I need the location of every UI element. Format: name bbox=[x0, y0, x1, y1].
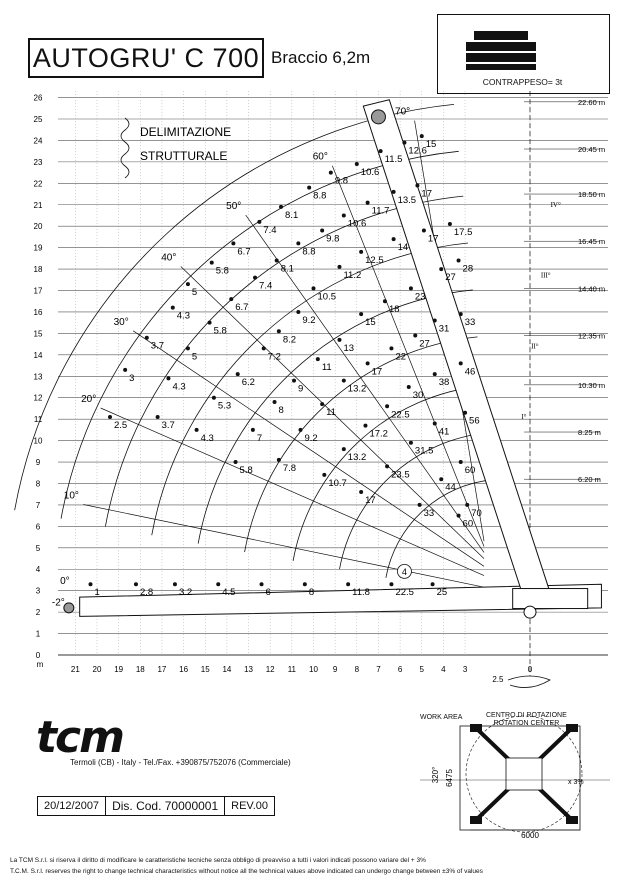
load-value: 5 bbox=[191, 287, 198, 299]
load-point bbox=[459, 460, 463, 464]
load-point bbox=[359, 250, 363, 254]
load-value: 17 bbox=[427, 233, 439, 245]
load-point bbox=[448, 222, 452, 226]
load-point bbox=[279, 205, 283, 209]
boom-section-mark: III° bbox=[540, 271, 551, 280]
load-value: 27 bbox=[419, 338, 430, 350]
boom-section-mark: II° bbox=[531, 342, 539, 351]
load-value: 30 bbox=[412, 390, 424, 401]
y-tick-label: 5 bbox=[35, 543, 41, 553]
load-value: 11.2 bbox=[343, 269, 362, 281]
load-value: 7.4 bbox=[263, 224, 277, 236]
load-value: 6.2 bbox=[241, 377, 255, 389]
load-point bbox=[166, 376, 170, 380]
load-value: 11.7 bbox=[371, 205, 390, 217]
y-tick-label: 10 bbox=[33, 436, 43, 446]
x-tick-label: 13 bbox=[244, 665, 254, 674]
load-point bbox=[457, 259, 461, 263]
load-point bbox=[229, 297, 233, 301]
annotation-line: DELIMITAZIONE bbox=[140, 125, 232, 139]
x-tick-label: 0 bbox=[527, 665, 533, 674]
load-value: 13.5 bbox=[397, 194, 417, 206]
load-value: 4.3 bbox=[176, 310, 190, 322]
boom-length-labels bbox=[578, 98, 605, 484]
load-point bbox=[329, 171, 333, 175]
x-tick-label: 4 bbox=[441, 665, 446, 674]
load-point bbox=[108, 415, 112, 419]
boom-vertical bbox=[360, 100, 549, 591]
load-point bbox=[407, 385, 411, 389]
angle-label: -2° bbox=[51, 597, 65, 609]
load-value: 5.8 bbox=[215, 265, 229, 277]
angle-ray bbox=[101, 408, 484, 576]
load-value: 8.1 bbox=[285, 209, 299, 221]
disclaimer-italian: La TCM S.r.l. si riserva il diritto di modificare le caratteristiche tecniche senza obbligo di preavviso a tutti i valori indicati possono variare del + 3% bbox=[10, 857, 426, 864]
load-value: 7.8 bbox=[282, 462, 297, 474]
x-tick-label: 8 bbox=[354, 665, 360, 674]
load-value: 3.7 bbox=[150, 340, 165, 352]
load-value: 28 bbox=[462, 263, 474, 275]
load-point bbox=[320, 402, 324, 406]
boom-section-mark: I° bbox=[521, 413, 527, 422]
load-point bbox=[234, 460, 238, 464]
y-tick-label: 26 bbox=[33, 93, 43, 103]
load-point bbox=[210, 261, 214, 265]
boom-head-pulley bbox=[371, 110, 385, 124]
load-value: 9.2 bbox=[304, 432, 318, 444]
load-value: 31.5 bbox=[414, 445, 434, 457]
boom-subtitle: Braccio 6,2m bbox=[271, 48, 371, 67]
load-point bbox=[296, 310, 300, 314]
load-value: 10.6 bbox=[360, 167, 380, 179]
angle-label: 60° bbox=[312, 151, 328, 163]
load-point bbox=[463, 411, 467, 415]
load-value: 4.3 bbox=[200, 432, 214, 444]
boom-length-label: 12.35 m bbox=[578, 331, 606, 341]
angle-label: 70° bbox=[395, 106, 411, 118]
annotation-line: STRUTTURALE bbox=[140, 149, 228, 163]
drawing-date: 20/12/2007 bbox=[38, 797, 106, 815]
y-tick-label: 17 bbox=[33, 286, 43, 296]
load-point bbox=[346, 582, 350, 586]
load-value: 5 bbox=[191, 351, 198, 363]
load-point bbox=[433, 372, 437, 376]
load-value: 3.7 bbox=[161, 420, 175, 432]
y-tick-label: 11 bbox=[33, 415, 43, 425]
boom-length-label: 6.20 m bbox=[578, 475, 601, 485]
x-tick-label: 15 bbox=[200, 665, 210, 674]
load-value: 70 bbox=[471, 507, 482, 519]
load-value: 46 bbox=[464, 366, 476, 378]
y-tick-label: 22 bbox=[33, 179, 43, 189]
load-point bbox=[212, 396, 216, 400]
load-value: 33 bbox=[423, 507, 435, 519]
load-point bbox=[307, 186, 311, 190]
load-point bbox=[337, 338, 341, 342]
load-value: 8.2 bbox=[282, 334, 297, 346]
load-value: 5.8 bbox=[213, 325, 227, 337]
load-value: 10.5 bbox=[317, 291, 336, 303]
load-value: 5.3 bbox=[217, 400, 232, 412]
load-point bbox=[439, 477, 443, 481]
boom-length-label: 16.45 m bbox=[578, 237, 606, 247]
angle-label: 50° bbox=[226, 201, 242, 213]
load-value: 13.2 bbox=[347, 383, 367, 395]
y-tick-label: 20 bbox=[33, 222, 43, 232]
load-point bbox=[439, 267, 443, 271]
load-value: 7.2 bbox=[267, 351, 281, 363]
y-tick-label: 21 bbox=[33, 200, 43, 210]
load-value: 7.4 bbox=[259, 280, 273, 292]
drawing-info-box bbox=[37, 796, 275, 816]
x-tick-label: 20 bbox=[92, 665, 102, 674]
load-value: 4.3 bbox=[172, 381, 186, 393]
x-tick-label: 19 bbox=[114, 665, 124, 674]
load-point bbox=[231, 241, 235, 245]
load-point bbox=[355, 162, 359, 166]
load-point bbox=[363, 424, 367, 428]
load-value: 6 bbox=[265, 587, 271, 599]
load-value: 27 bbox=[445, 272, 456, 284]
work-area-angle: 320° bbox=[431, 766, 440, 784]
x-tick-label: 21 bbox=[70, 665, 80, 674]
load-value: 10.6 bbox=[347, 218, 367, 230]
load-value: 15 bbox=[365, 317, 376, 329]
load-point bbox=[379, 149, 383, 153]
structural-limit-icon bbox=[121, 118, 129, 178]
load-point bbox=[465, 503, 469, 507]
load-point bbox=[383, 299, 387, 303]
load-point bbox=[420, 134, 424, 138]
angle-labels bbox=[52, 107, 410, 609]
x-extra-label: 2.5 bbox=[492, 675, 504, 684]
load-point bbox=[257, 220, 261, 224]
y-tick-label: 4 bbox=[35, 565, 41, 575]
load-point bbox=[459, 361, 463, 365]
work-area-tolerance: x 3% bbox=[568, 779, 584, 786]
load-point bbox=[312, 286, 316, 290]
x-tick-label: 10 bbox=[309, 665, 318, 674]
load-point bbox=[433, 421, 437, 425]
load-value: 11.5 bbox=[384, 154, 403, 166]
load-value: 14 bbox=[397, 242, 409, 254]
load-point bbox=[186, 346, 190, 350]
load-point bbox=[366, 361, 370, 365]
rotation-center-en: ROTATION CENTER bbox=[493, 720, 560, 727]
y-tick-label: 23 bbox=[33, 157, 43, 167]
load-value: 17.2 bbox=[369, 428, 388, 440]
load-value: 9.8 bbox=[326, 233, 340, 245]
y-tick-label: 9 bbox=[35, 458, 41, 468]
y-tick-label: 3 bbox=[35, 586, 41, 596]
boom-length-label: 18.50 m bbox=[578, 190, 606, 200]
outrigger-pad bbox=[566, 724, 578, 732]
angle-label: 0° bbox=[60, 576, 70, 588]
drawing-revision: REV.00 bbox=[231, 800, 269, 812]
load-value: 23.5 bbox=[391, 469, 410, 481]
boom-length-label: 14.40 m bbox=[578, 284, 606, 294]
crane-base bbox=[513, 589, 588, 609]
load-point bbox=[277, 329, 281, 333]
work-area-diagram bbox=[420, 716, 610, 840]
load-value: 33 bbox=[464, 317, 476, 329]
load-value: 10.7 bbox=[328, 477, 347, 489]
y-tick-label: 1 bbox=[35, 629, 41, 639]
load-value: 9.2 bbox=[302, 314, 316, 326]
load-value: 12.6 bbox=[408, 145, 427, 157]
load-point bbox=[389, 346, 393, 350]
structural-limit-annotation bbox=[121, 118, 231, 178]
load-value: 11 bbox=[321, 362, 332, 374]
load-value: 8 bbox=[278, 405, 284, 417]
load-value: 22.5 bbox=[391, 409, 410, 421]
load-point bbox=[216, 582, 220, 586]
load-value: 12.5 bbox=[365, 254, 384, 266]
load-value: 17 bbox=[371, 366, 383, 378]
load-point bbox=[457, 514, 461, 518]
load-value: 8.8 bbox=[302, 246, 316, 258]
load-point bbox=[296, 241, 300, 245]
outrigger-pad bbox=[566, 816, 578, 824]
load-point bbox=[359, 312, 363, 316]
load-value: 17.5 bbox=[453, 227, 473, 239]
x-tick-label: 12 bbox=[265, 665, 275, 674]
load-point bbox=[156, 415, 160, 419]
load-value: 1 bbox=[94, 587, 100, 599]
load-point bbox=[433, 319, 437, 323]
x-tick-label: 7 bbox=[376, 665, 381, 674]
load-point bbox=[145, 336, 149, 340]
load-value: 5.8 bbox=[239, 465, 253, 477]
x-tick-label: 5 bbox=[419, 665, 424, 674]
load-value: 6.7 bbox=[235, 302, 249, 314]
load-point bbox=[236, 372, 240, 376]
load-point bbox=[431, 582, 435, 586]
y-tick-label: 25 bbox=[33, 115, 43, 124]
load-value: 18 bbox=[388, 304, 400, 316]
load-value: 6.7 bbox=[237, 246, 251, 258]
x-axis bbox=[37, 660, 550, 688]
boom-length-label: 22.60 m bbox=[578, 97, 606, 107]
load-value: 4.5 bbox=[222, 587, 236, 599]
y-tick-label: 12 bbox=[33, 393, 43, 403]
load-point bbox=[316, 357, 320, 361]
angle-label: 10° bbox=[63, 490, 79, 502]
load-point bbox=[422, 228, 426, 232]
load-value: 38 bbox=[438, 377, 450, 389]
load-value: 11.8 bbox=[352, 587, 370, 599]
load-point bbox=[366, 201, 370, 205]
y-tick-label: 13 bbox=[33, 372, 43, 382]
load-point bbox=[299, 428, 303, 432]
load-value: 31 bbox=[438, 323, 450, 335]
work-area-height: 6475 bbox=[445, 769, 454, 787]
load-point bbox=[342, 213, 346, 217]
load-value: 23 bbox=[414, 291, 426, 303]
x-tick-label: 6 bbox=[397, 665, 403, 674]
boom-arc bbox=[245, 337, 478, 552]
load-point bbox=[123, 368, 127, 372]
load-point bbox=[418, 503, 422, 507]
load-value: 60 bbox=[464, 465, 476, 477]
y-tick-label: 24 bbox=[33, 136, 43, 146]
y-axis bbox=[34, 94, 43, 660]
y-tick-label: 7 bbox=[35, 500, 41, 510]
load-point bbox=[402, 141, 406, 145]
load-point bbox=[292, 379, 296, 383]
load-value: 17 bbox=[365, 495, 376, 507]
load-point bbox=[385, 464, 389, 468]
load-point bbox=[389, 582, 393, 586]
tcm-logo: tcm bbox=[36, 712, 123, 763]
load-value: 11 bbox=[326, 407, 337, 419]
load-value: 22.5 bbox=[395, 587, 414, 599]
load-value: 25 bbox=[436, 587, 448, 599]
load-value: 8.1 bbox=[280, 263, 294, 275]
y-tick-label: 18 bbox=[33, 265, 43, 275]
load-value: 8.8 bbox=[313, 190, 327, 202]
load-point bbox=[303, 582, 307, 586]
angle-label: 40° bbox=[161, 252, 177, 264]
load-value: 22 bbox=[395, 351, 407, 363]
load-value: 2.8 bbox=[139, 587, 154, 599]
rotation-center-label bbox=[486, 712, 567, 728]
y-tick-label: 8 bbox=[35, 479, 41, 489]
x-tick-label: 11 bbox=[287, 665, 297, 674]
rotation-center-it: CENTRO DI ROTAZIONE bbox=[486, 712, 567, 719]
load-value: 41 bbox=[438, 426, 450, 438]
load-point bbox=[89, 582, 93, 586]
load-point bbox=[262, 346, 266, 350]
load-point bbox=[277, 458, 281, 462]
load-value: 60 bbox=[462, 518, 474, 530]
x-tick-label: 9 bbox=[332, 665, 338, 674]
load-point bbox=[275, 259, 279, 263]
load-point bbox=[186, 282, 190, 286]
angle-label: 30° bbox=[113, 316, 129, 328]
load-point bbox=[171, 306, 175, 310]
x-tick-label: 16 bbox=[179, 665, 189, 674]
y-tick-label: 16 bbox=[33, 307, 43, 317]
load-point bbox=[459, 312, 463, 316]
load-point bbox=[208, 321, 212, 325]
load-point bbox=[337, 265, 341, 269]
load-point bbox=[413, 334, 417, 338]
boom-length-label: 10.30 m bbox=[578, 380, 606, 390]
load-value: 3 bbox=[129, 372, 135, 384]
x-axis-unit: m bbox=[36, 660, 44, 669]
drawing-code: Dis. Cod. 70000001 bbox=[106, 797, 225, 815]
boom-tip-pulley bbox=[64, 603, 74, 613]
load-point bbox=[385, 404, 389, 408]
angle-label: 20° bbox=[81, 394, 97, 406]
boom-length-label: 20.45 m bbox=[578, 145, 606, 155]
x-tick-label: 3 bbox=[462, 665, 468, 674]
outrigger-pad bbox=[470, 724, 482, 732]
load-point bbox=[409, 441, 413, 445]
load-point bbox=[409, 286, 413, 290]
load-point bbox=[173, 582, 177, 586]
load-value: 7 bbox=[256, 432, 263, 444]
y-tick-label: 2 bbox=[35, 608, 41, 618]
load-point bbox=[134, 582, 138, 586]
y-tick-label: 19 bbox=[33, 243, 43, 253]
load-value: 17 bbox=[421, 188, 432, 200]
load-value: 9 bbox=[298, 383, 304, 395]
y-tick-label: 14 bbox=[33, 350, 43, 360]
load-point bbox=[195, 428, 199, 432]
load-point bbox=[359, 490, 363, 494]
load-point bbox=[251, 428, 255, 432]
crane-drawing bbox=[64, 100, 602, 618]
load-point bbox=[260, 582, 264, 586]
load-point bbox=[392, 237, 396, 241]
load-value: 2.5 bbox=[113, 420, 128, 432]
load-point bbox=[273, 400, 277, 404]
load-point bbox=[415, 183, 419, 187]
load-value: 44 bbox=[445, 482, 456, 494]
boom-length-label: 8.25 m bbox=[578, 428, 601, 438]
chassis-outline bbox=[506, 758, 542, 790]
load-value: 56 bbox=[469, 415, 480, 427]
load-value: 8 bbox=[308, 587, 315, 599]
boom-section-mark: IV° bbox=[550, 200, 561, 209]
load-point bbox=[392, 190, 396, 194]
load-value: 13 bbox=[343, 342, 355, 354]
rotation-pivot bbox=[524, 606, 536, 618]
circled-marker-label: 4 bbox=[401, 566, 407, 577]
disclaimer-english: T.C.M. S.r.l. reserves the right to change technical characteristics without notice all the technical values above indicated can undergo change between ±3% of values bbox=[10, 868, 483, 875]
load-point bbox=[253, 276, 257, 280]
load-value: 15 bbox=[425, 139, 437, 151]
outrigger-pad bbox=[470, 816, 482, 824]
work-area-width: 6000 bbox=[521, 831, 539, 840]
load-value: 13.2 bbox=[347, 452, 367, 464]
y-tick-label: 15 bbox=[33, 329, 43, 339]
counterweight-label: CONTRAPPESO= 3t bbox=[482, 77, 563, 87]
chart-title: AUTOGRU' C 700 bbox=[28, 38, 264, 78]
y-tick-label: 0 bbox=[35, 651, 41, 660]
load-point bbox=[322, 473, 326, 477]
x-tick-label: 17 bbox=[157, 665, 167, 674]
work-area-label: WORK AREA bbox=[420, 714, 463, 721]
load-point bbox=[342, 379, 346, 383]
company-address: Termoli (CB) - Italy - Tel./Fax. +390875/752076 (Commerciale) bbox=[70, 758, 291, 767]
x-tick-label: 18 bbox=[135, 665, 145, 674]
y-tick-label: 6 bbox=[35, 522, 41, 532]
load-value: 3.2 bbox=[178, 587, 193, 599]
load-point bbox=[342, 447, 346, 451]
load-value: 9.8 bbox=[334, 175, 349, 187]
x-tick-label: 14 bbox=[222, 665, 232, 674]
rotation-arrow-icon bbox=[508, 676, 550, 688]
load-point bbox=[320, 228, 324, 232]
